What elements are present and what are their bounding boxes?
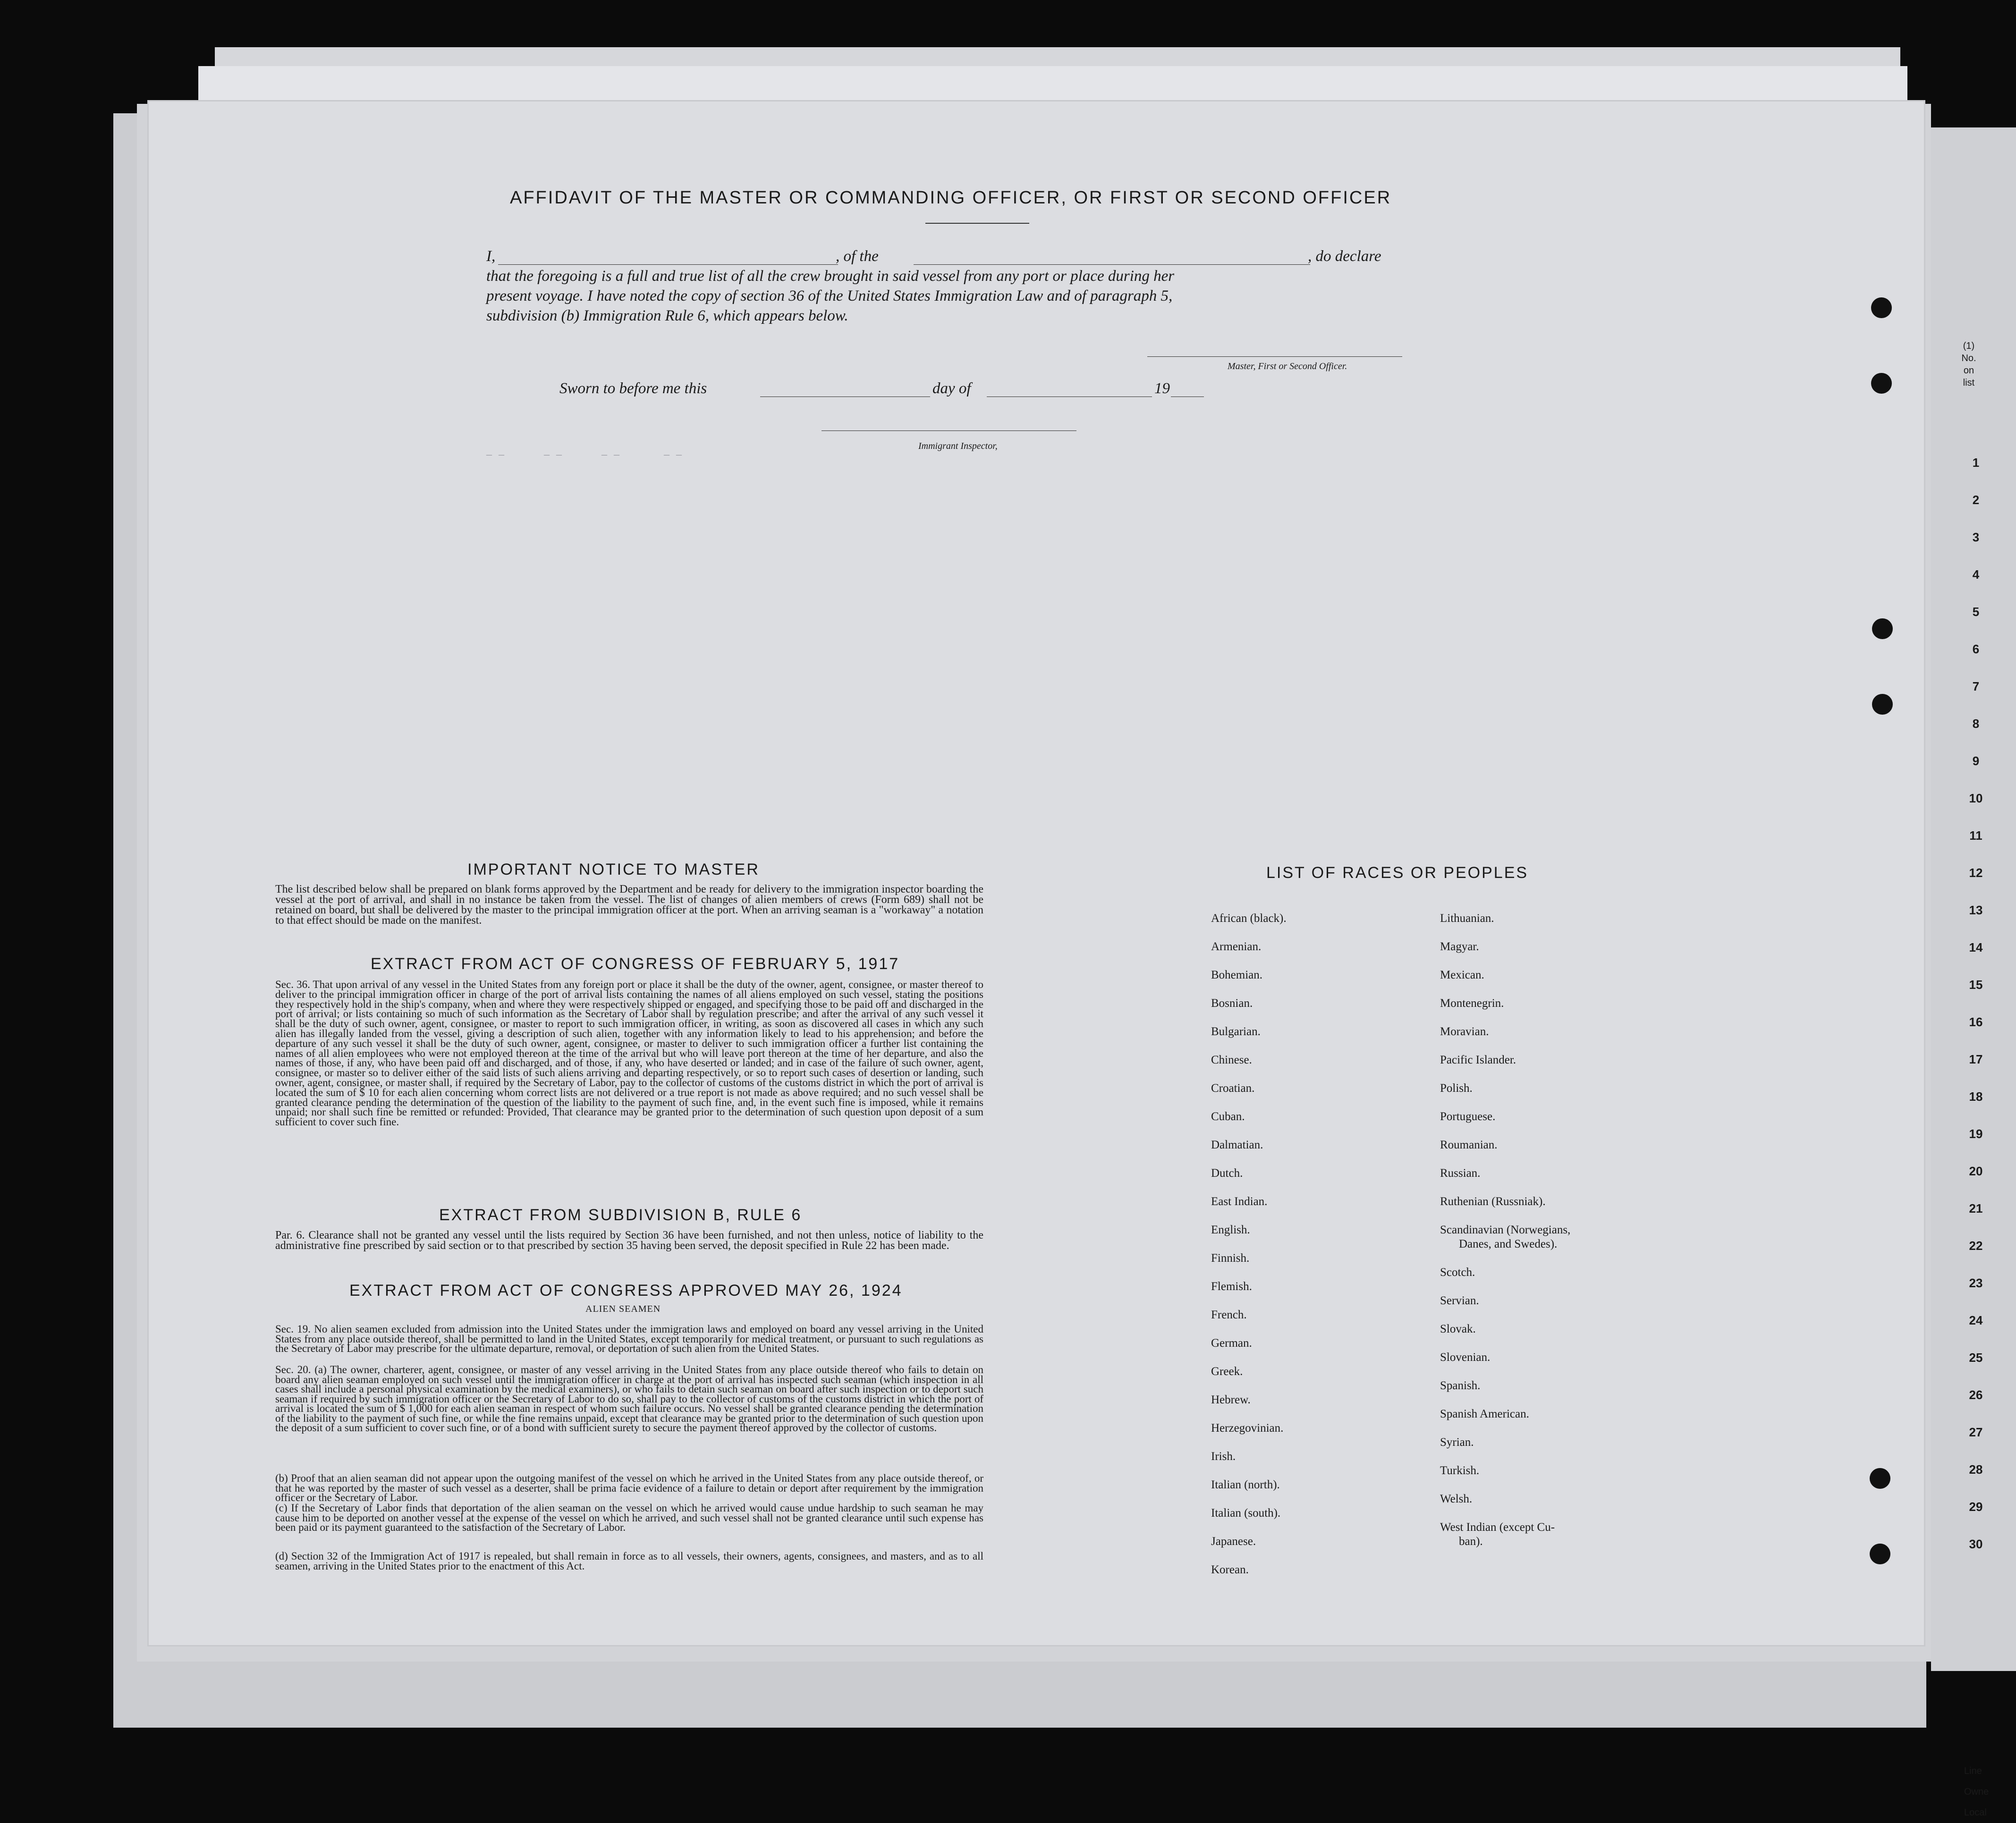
act-1924-d: (d) Section 32 of the Immigration Act of 1917 is repealed, but shall remain in force as to all vessels, their owners, agents, consignees, and masters, and as to all seamen, arriving in the United States prior to the enactment of this Act. xyxy=(275,1550,983,1572)
strip-header-4: list xyxy=(1963,378,1975,388)
line-number: 10 xyxy=(1969,791,1983,805)
strip-footer-2: Owne xyxy=(1964,1787,1989,1797)
race-item: ban). xyxy=(1459,1535,1483,1548)
race-item: Scotch. xyxy=(1440,1266,1475,1279)
line-number: 9 xyxy=(1972,754,1980,768)
binder-hole xyxy=(1870,1468,1890,1489)
race-item: Ruthenian (Russniak). xyxy=(1440,1195,1546,1208)
race-item: Pacific Islander. xyxy=(1440,1054,1516,1066)
master-signature-caption: Master, First or Second Officer. xyxy=(1228,361,1347,371)
notice-title: IMPORTANT NOTICE TO MASTER xyxy=(467,861,760,878)
line-number: 15 xyxy=(1969,978,1983,992)
race-item: Spanish. xyxy=(1440,1379,1481,1392)
race-item: Hebrew. xyxy=(1211,1393,1251,1406)
race-item: Croatian. xyxy=(1211,1082,1255,1095)
affidavit-of-the: , of the xyxy=(836,248,879,265)
rule-6-text: Par. 6. Clearance shall not be granted any vessel until the lists required by Section 36 have been furnished, and not then unless, notice of liability to the administrative fine prescribed by said section or to that prescribed by section 35 having been served, the deposit specified in Rule 22 has been made. xyxy=(275,1229,983,1252)
title-underline xyxy=(925,223,1029,224)
strip-footer-1: Line xyxy=(1964,1766,1982,1776)
line-number: 18 xyxy=(1969,1089,1983,1104)
line-number: 26 xyxy=(1969,1388,1983,1402)
race-item: Turkish. xyxy=(1440,1464,1480,1477)
race-item: Slovenian. xyxy=(1440,1351,1491,1364)
line-number: 20 xyxy=(1969,1164,1983,1178)
line-number: 30 xyxy=(1969,1537,1983,1551)
name-blank xyxy=(498,264,838,265)
race-item: Servian. xyxy=(1440,1294,1479,1307)
line-number: 16 xyxy=(1969,1015,1983,1029)
race-item: Slovak. xyxy=(1440,1323,1476,1335)
line-number: 3 xyxy=(1972,530,1980,544)
race-item: Portuguese. xyxy=(1440,1110,1496,1123)
races-title: LIST OF RACES OR PEOPLES xyxy=(1266,864,1529,882)
line-number: 19 xyxy=(1969,1127,1983,1141)
race-item: Greek. xyxy=(1211,1365,1243,1378)
act-1924-sec20: Sec. 20. (a) The owner, charterer, agent, consignee, or master of any vessel arriving in the United States from any place outside thereof who fails to detain on board any alien seaman employed on such vessel until the immigration officer in charge at the port of arrival has inspected such seaman (which inspection in all cases shall include a personal physical examination by the medical examiners), or who fails to detain such seaman on board after such inspection or to deport such seaman if required by such immigration officer or the Secretary of Labor to do so, shall pay to the collector of customs of the customs district in which the port of arrival is located the sum of $ 1,000 for each alien seaman in respect of whom such failure occurs. No vessel shall be granted clearance pending the determination of the liability to the payment of such fine, or while the fine remains unpaid, except that clearance may be granted prior to the determination of such question upon the deposit of a sum sufficient to cover such fine, or of a bond with sufficient surety to secure the payment thereof approved by the collector of customs. xyxy=(275,1364,983,1434)
line-number: 14 xyxy=(1969,940,1983,954)
strip-header-3: on xyxy=(1963,365,1974,376)
race-item: Scandinavian (Norwegians, xyxy=(1440,1224,1571,1236)
line-number: 12 xyxy=(1969,866,1983,880)
race-item: Mexican. xyxy=(1440,969,1484,981)
race-item: West Indian (except Cu- xyxy=(1440,1521,1555,1534)
affidavit-title: AFFIDAVIT OF THE MASTER OR COMMANDING OFFICER, OR FIRST OR SECOND OFFICER xyxy=(510,188,1392,208)
binder-hole xyxy=(1870,1544,1890,1564)
line-number: 6 xyxy=(1972,642,1980,656)
affidavit-i-label: I, xyxy=(486,248,496,265)
race-item: English. xyxy=(1211,1224,1250,1236)
act-1924-b: (b) Proof that an alien seaman did not appear upon the outgoing manifest of the vessel on which he arrived in the United States from any place outside thereof, or that he was reported by the master of such vessel as a deserter, shall be prima facie evidence of a failure to detain or deport after requirement by the immigration officer or the Secretary of Labor. xyxy=(275,1472,983,1503)
race-item: Polish. xyxy=(1440,1082,1473,1095)
rule-6-title: EXTRACT FROM SUBDIVISION B, RULE 6 xyxy=(439,1206,802,1224)
act-1924-title: EXTRACT FROM ACT OF CONGRESS APPROVED MAY 26, 1924 xyxy=(349,1282,903,1300)
race-item: East Indian. xyxy=(1211,1195,1268,1208)
inspector-signature-line xyxy=(822,430,1076,431)
race-item: Japanese. xyxy=(1211,1535,1256,1548)
line-number: 27 xyxy=(1969,1425,1983,1439)
race-item: African (black). xyxy=(1211,912,1287,925)
affidavit-line-1: that the foregoing is a full and true list of all the crew brought in said vessel from any port or place during her xyxy=(486,268,1175,285)
act-1924-subtitle: ALIEN SEAMEN xyxy=(585,1304,661,1314)
line-number: 24 xyxy=(1969,1313,1983,1327)
sworn-label: Sworn to before me this xyxy=(559,380,707,397)
affidavit-line-3: subdivision (b) Immigration Rule 6, which appears below. xyxy=(486,307,848,324)
master-signature-line xyxy=(1147,356,1402,357)
race-item: Finnish. xyxy=(1211,1252,1250,1265)
act-1917-title: EXTRACT FROM ACT OF CONGRESS OF FEBRUARY 5, 1917 xyxy=(371,955,900,973)
race-item: Danes, and Swedes). xyxy=(1459,1238,1558,1250)
act-1917-text: Sec. 36. That upon arrival of any vessel in the United States from any foreign port or place it shall be the duty of the owner, agent, consignee, or master thereof to deliver to the principal immigration officer in charge of the port of arrival lists containing the names of all aliens employed on such vessel, stating the positions they respectively hold in the ship's company, when and where they were respectively shipped or engaged, and specifying those to be paid off and discharged in the port of arrival; or lists containing so much of such information as the Secretary of Labor shall by regulation prescribe; and after the arrival of any such vessel it shall be the duty of such owner, agent, consignee, or master to report to such immigration officer, in writing, as soon as discovered all cases in which any such alien has illegally landed from the vessel, giving a description of such alien, together with any information likely to lead to his apprehension; and before the departure of any such vessel it shall be the duty of such owner, agent, consignee, or master to deliver to such immigration officer a further list containing the names of all alien employees who were not employed thereon at the time of the arrival but who will leave port thereon at the time of her departure, and also the names of those, if any, who have been paid off and discharged, and of those, if any, who have deserted or landed; and in case of the failure of such owner, agent, consignee, or master so to deliver either of the said lists of such aliens arriving and departing respectively, or so to report such cases of desertion or landing, such owner, agent, consignee, or master shall, if required by the Secretary of Labor, pay to the collector of customs of the customs district in which the port of arrival is located the sum of $ 10 for each alien concerning whom correct lists are not delivered or a true report is not made as above required; and no such vessel shall be granted clearance pending the determination of the question of the liability to the payment of such fine, and, in the event such fine is imposed, while it remains unpaid; nor shall such fine be remitted or refunded: Provided, That clearance may be granted prior to the determination of such question upon deposit of a sum sufficient to cover such fine. xyxy=(275,979,983,1128)
race-item: Dutch. xyxy=(1211,1167,1243,1180)
line-number: 11 xyxy=(1969,828,1982,843)
race-item: Moravian. xyxy=(1440,1025,1489,1038)
race-item: Herzegovinian. xyxy=(1211,1422,1284,1435)
act-1924-sec19: Sec. 19. No alien seamen excluded from admission into the United States under the immigration laws and employed on board any vessel arriving in the United States from any place outside thereof, shall be permitted to land in the United States, except temporarily for medical treatment, or pursuant to such regulations as the Secretary of Labor may prescribe for the ultimate departure, removal, or deportation of such alien from the United States. xyxy=(275,1323,983,1354)
race-item: Bohemian. xyxy=(1211,969,1263,981)
race-item: Spanish American. xyxy=(1440,1408,1529,1420)
binder-hole xyxy=(1871,373,1892,394)
race-item: German. xyxy=(1211,1337,1252,1350)
line-number: 7 xyxy=(1972,679,1980,693)
strip-header-2: No. xyxy=(1961,353,1976,363)
line-number: 23 xyxy=(1969,1276,1983,1290)
race-item: Cuban. xyxy=(1211,1110,1245,1123)
race-item: Italian (south). xyxy=(1211,1507,1281,1519)
line-number: 29 xyxy=(1969,1500,1983,1514)
line-number: 13 xyxy=(1969,903,1983,917)
race-item: Korean. xyxy=(1211,1563,1249,1576)
line-number: 8 xyxy=(1972,717,1980,731)
race-item: Armenian. xyxy=(1211,940,1262,953)
line-number: 17 xyxy=(1969,1052,1983,1066)
race-item: Chinese. xyxy=(1211,1054,1252,1066)
race-item: Roumanian. xyxy=(1440,1139,1498,1151)
line-number: 21 xyxy=(1969,1201,1983,1215)
affidavit-do-declare: , do declare xyxy=(1308,248,1381,265)
ghost-row: ‒ ‒ ‒ ‒ ‒ ‒ ‒ ‒ xyxy=(486,448,684,461)
strip-header-1: (1) xyxy=(1963,341,1975,351)
vessel-blank xyxy=(914,264,1310,265)
binder-hole xyxy=(1872,694,1893,715)
strip-footer-3: Local xyxy=(1964,1807,1987,1818)
year-prefix: 19 xyxy=(1154,380,1170,397)
binder-hole xyxy=(1871,297,1892,318)
race-item: Montenegrin. xyxy=(1440,997,1504,1010)
line-number: 5 xyxy=(1972,605,1980,619)
day-of-label: day of xyxy=(932,380,971,397)
line-number: 2 xyxy=(1972,493,1980,507)
race-item: French. xyxy=(1211,1308,1247,1321)
line-number: 25 xyxy=(1969,1350,1983,1365)
line-number: 1 xyxy=(1972,456,1980,470)
act-1924-c: (c) If the Secretary of Labor finds that deportation of the alien seaman on the vessel on which he arrived would cause undue hardship to such seaman he may cause him to be deported on another vessel at the expense of the vessel on which he arrived, and such vessel shall not be granted clearance until such expense has been paid or its payment guaranteed to the satisfaction of the Secretary of Labor. xyxy=(275,1502,983,1533)
race-item: Russian. xyxy=(1440,1167,1481,1180)
race-item: Welsh. xyxy=(1440,1493,1473,1505)
race-item: Bosnian. xyxy=(1211,997,1253,1010)
binder-hole xyxy=(1872,618,1893,639)
race-item: Dalmatian. xyxy=(1211,1139,1263,1151)
line-number: 22 xyxy=(1969,1239,1983,1253)
race-item: Bulgarian. xyxy=(1211,1025,1261,1038)
race-item: Italian (north). xyxy=(1211,1478,1280,1491)
affidavit-line-2: present voyage. I have noted the copy of section 36 of the United States Immigration Law and of paragraph 5, xyxy=(486,287,1173,304)
notice-text: The list described below shall be prepared on blank forms approved by the Department and be ready for delivery to the immigration inspector boarding the vessel at the port of arrival, and shall in no instance be taken from the vessel. The list of changes of alien members of crews (Form 689) shall not be retained on board, but shall be delivered by the master to the principal immigration officer at the port. When an arriving seaman is a "workaway" a notation to that effect should be made on the manifest. xyxy=(275,883,983,927)
race-item: Flemish. xyxy=(1211,1280,1252,1293)
race-item: Irish. xyxy=(1211,1450,1236,1463)
race-item: Syrian. xyxy=(1440,1436,1474,1449)
inspector-caption: Immigrant Inspector, xyxy=(918,441,998,451)
line-number: 4 xyxy=(1972,567,1980,582)
race-item: Lithuanian. xyxy=(1440,912,1494,925)
line-number: 28 xyxy=(1969,1462,1983,1477)
race-item: Magyar. xyxy=(1440,940,1479,953)
